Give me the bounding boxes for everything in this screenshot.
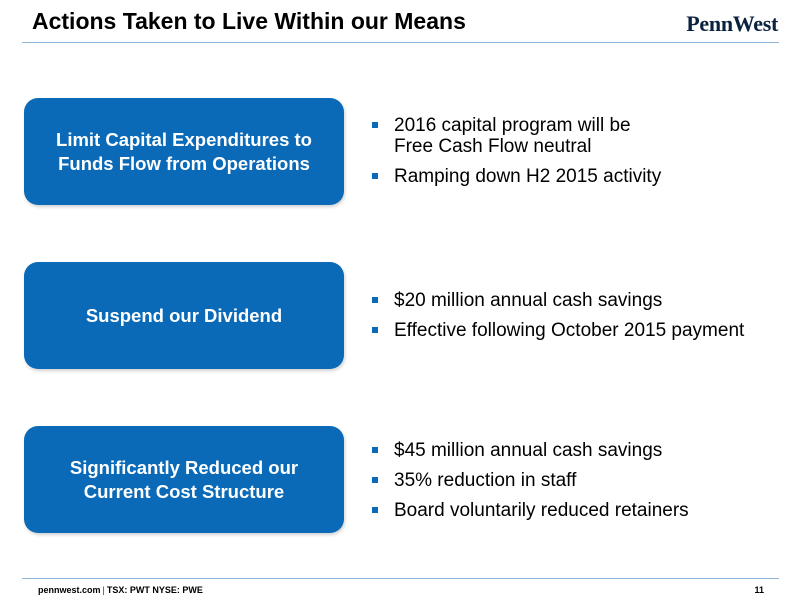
bullet-square-icon [372,507,378,513]
bullet-square-icon [372,297,378,303]
bullet-item: 2016 capital program will be Free Cash Flow neutral [372,115,672,157]
footer-website: pennwest.com [38,585,101,595]
bullet-item: $20 million annual cash savings [372,290,782,311]
title-divider [22,42,779,43]
action-box-dividend [24,262,344,369]
bullet-square-icon [372,122,378,128]
bullet-item: Board voluntarily reduced retainers [372,500,782,521]
pennwest-logo: PennWest [686,11,778,36]
bullet-square-icon [372,447,378,453]
footer-info [38,585,203,595]
action-box-cost [24,426,344,533]
action-heading: Significantly Reduced our Current Cost Structure [69,456,299,502]
bullet-square-icon [372,477,378,483]
bullet-square-icon [372,173,378,179]
bullet-list-cost [372,440,782,530]
action-heading: Suspend our Dividend [85,304,283,326]
footer-tickers: TSX: PWT NYSE: PWE [106,585,203,595]
bullet-item: Effective following October 2015 payment [372,320,782,341]
action-heading: Limit Capital Expenditures to Funds Flow from Operations [56,128,312,174]
slide-header [0,0,800,44]
page-number: 11 [754,585,764,595]
footer-separator: | [102,585,105,595]
bullet-list-dividend [372,290,782,350]
action-box-capital [24,98,344,205]
bullet-item: Ramping down H2 2015 activity [372,166,672,187]
bullet-list-capital [372,115,672,196]
footer-divider [22,578,779,579]
slide-title: Actions Taken to Live Within our Means [32,8,466,34]
bullet-item: $45 million annual cash savings [372,440,782,461]
bullet-item: 35% reduction in staff [372,470,782,491]
bullet-square-icon [372,327,378,333]
